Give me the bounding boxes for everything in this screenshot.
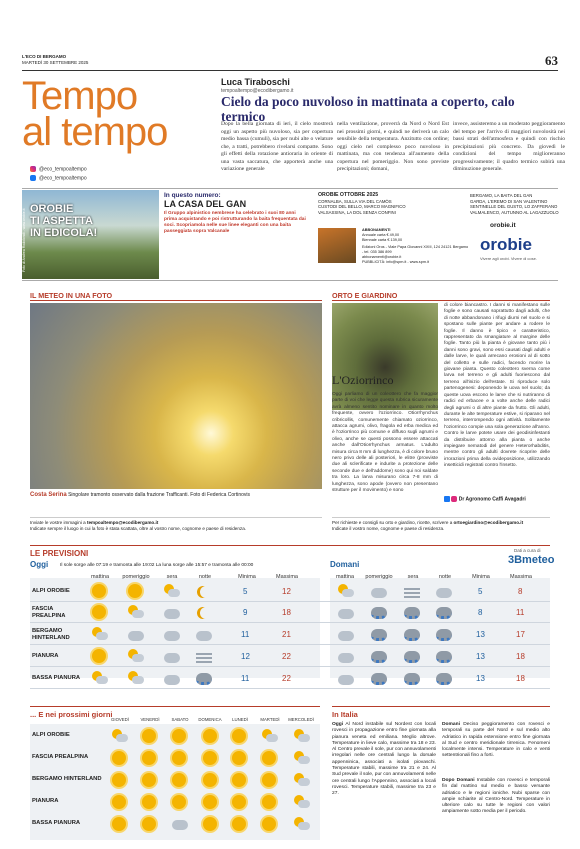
col-minima: Minima	[238, 574, 256, 580]
sun-icon	[232, 751, 246, 770]
col-massima: Massima	[509, 574, 532, 580]
sun-cloud-icon	[92, 627, 108, 646]
divider	[30, 644, 550, 645]
sun-icon	[232, 795, 246, 814]
row-alpi-orobie: ALPI OROBIE	[32, 588, 70, 594]
cloud-icon	[172, 817, 188, 835]
row-pianura: PIANURA	[32, 798, 59, 804]
rain-icon	[436, 628, 452, 646]
oggi-label: Oggi	[30, 560, 49, 569]
day-label: MERCOLEDÌ	[288, 717, 314, 722]
row-fascia-prealpina: FASCIA PREALPINA	[32, 754, 89, 760]
credit-label: Dati a cura di	[514, 548, 541, 553]
divider	[30, 688, 550, 689]
row-pianura: PIANURA	[32, 653, 59, 659]
col-sera: sera	[166, 574, 178, 580]
cloud-icon	[164, 628, 180, 646]
col-notte: notte	[198, 574, 212, 580]
min-temp: 13	[476, 674, 485, 683]
sun-icon	[142, 751, 156, 770]
sun-cloud-icon	[128, 671, 144, 690]
cloud-icon	[164, 606, 180, 624]
min-temp: 5	[478, 587, 483, 596]
sun-icon	[232, 773, 246, 792]
col-pomeriggio: pomeriggio	[122, 574, 150, 580]
min-temp: 12	[241, 652, 250, 661]
max-temp: 22	[282, 674, 291, 683]
promo-photo-credit: Foto di Andrea Rodolondi - www.orobie.it	[22, 208, 26, 272]
cloud-icon	[164, 672, 180, 690]
rain-icon	[404, 650, 420, 668]
prossimi-header: ... E nei prossimi giorni	[30, 710, 113, 719]
section-title-line-1: Tempo	[22, 74, 138, 118]
sun-icon	[203, 773, 217, 792]
promo-headline: OROBIE TI ASPETTA IN EDICOLA!	[30, 203, 98, 239]
instagram-icon	[30, 166, 36, 172]
rain-icon	[436, 650, 452, 668]
sun-icon	[112, 751, 126, 770]
divider	[332, 706, 550, 707]
promo-places-2: BERGAMO, LA BAITA DEL GAN GARDA, L'EREMO DI SAN VALENTINO SENTINELLE DEL GUSTO, LO ZAFFERANO VALMALENCO, AUTUNNO AL LAGAZZUOLO	[470, 193, 559, 215]
sun-icon	[142, 773, 156, 792]
sun-icon	[92, 584, 106, 603]
sun-icon	[203, 729, 217, 748]
italia-oggi: Oggi Al Nord instabile sul Nordest con locali rovesci in propagazione entro fine giornata alla pianura veneta ed emiliana. Meglio altrove. Temperature in lieve calo, massime tra 18 e 23. Al Centro prevale il sole, pur con annuvolamenti irregolari nelle ore centrali lungo la dorsale appenninica, associati a isolati piovaschi. Temperature stabili, massime tra 21 e 24. Al Sud prevale il sole, pur con annuvolamenti nelle ore centrali lungo l'Appennino, associati a locali rovesci. Temperature stabili, massime tra 23 e 27.	[332, 722, 436, 797]
cloud-icon	[338, 672, 354, 690]
sun-icon	[172, 751, 186, 770]
sun-cloud-icon	[128, 605, 144, 624]
promo-site[interactable]: orobie.it	[490, 222, 516, 229]
day-label: DOMENICA	[198, 717, 222, 722]
sun-icon	[112, 795, 126, 814]
paper-name: L'ECO DI BERGAMO	[22, 54, 67, 59]
sun-cloud-icon	[262, 729, 278, 748]
divider	[332, 300, 550, 301]
orto-body-1: Oggi parliamo di un coleottero che fa maggior parte di voi che legge questa rubrica sicuramente avrà almeno sentito nominare in quanto molto frequente, ovvero l'oziorrinco. Otiorrhynchus cribricollis, comunemente chiamato oziorrinco, attacca agrumi, olivo, fragola ed erba medica ed è l'oziorrinco più comune e diffuso sugli agrumi e olivo, anche se questi possono essere attaccati anche dall'Otiorrhynchus armatus. L'adulto misura circa 8 mm di lunghezza, è di colore bruno nero privo delle ali posteriori, le elitre (provviste due ali sclerificate e indurite a protezione delle seconde due e dell'addome) sono qui noi saldate tra loro. La larva misurano circa 7-8 mm di lunghezza, sono apode (ovvero non presentano strutture per il movimento) e sono	[332, 392, 438, 494]
sun-icon	[142, 729, 156, 748]
instagram-icon	[451, 496, 457, 502]
row-bergamo-hinterland: BERGAMO HINTERLAND	[32, 776, 102, 782]
sun-icon	[128, 584, 142, 603]
min-temp: 13	[476, 630, 485, 639]
min-temp: 5	[243, 587, 248, 596]
sun-icon	[112, 817, 126, 836]
article-col-1: Dopo la bella giornata di ieri, il cielo mostrerà oggi un aspetto più nuvoloso, sia per copertura medio bassa (cumuli), sia per nubi alte o velature che, a tratti, potrebbero rivelarsi compatte. Sono gli effetti della rotazione antioraria in oriente di una vasta saccatura, che apporterà anche una variazione generale	[221, 121, 333, 172]
max-temp: 17	[516, 630, 525, 639]
max-temp: 22	[282, 652, 291, 661]
sun-cloud-icon	[338, 584, 354, 603]
row-bassa-pianura: BASSA PIANURA	[32, 820, 81, 826]
previsioni-header: LE PREVISIONI	[30, 549, 89, 558]
sun-icon	[142, 817, 156, 836]
max-temp: 21	[282, 630, 291, 639]
meteo-foto-header: IL METEO IN UNA FOTO	[30, 291, 113, 300]
sun-icon	[232, 817, 246, 836]
max-temp: 8	[518, 587, 523, 596]
row-alpi-orobie: ALPI OROBIE	[32, 732, 70, 738]
day-label: VENERDÌ	[140, 717, 160, 722]
rain-icon	[404, 628, 420, 646]
page-number: 63	[545, 53, 558, 68]
orobie-tagline: Vivere agli orobi. Vivere di cose.	[480, 256, 537, 261]
sun-icon	[262, 817, 276, 836]
masthead	[22, 54, 88, 66]
sun-icon	[232, 729, 246, 748]
rain-icon	[371, 628, 387, 646]
orto-title: L'Oziorrinco	[332, 373, 394, 387]
headline: Cielo da poco nuvoloso in mattinata a coperto, calo termico	[221, 94, 515, 124]
divider	[30, 545, 550, 546]
sun-cloud-icon	[294, 795, 310, 814]
sun-icon	[262, 795, 276, 814]
rain-icon	[404, 672, 420, 690]
orto-body-2: di colore biancastro. I danni si manifestano sulle foglie e sono causati soprattutto dagli adulti, che di notte abbandonano i rifugi diurni nel suolo e si spostano sulle piante per andare a rodere le foglie. Il danno è tipico e caratteristico, rappresentato da smangiature al margine delle foglie. Tanto più la pianta è giovane tanto più i danni sono gravi, sono essi causati dagli adulti e dalle larve, le quali arrecano erosioni al di sotto del colletto e sulle radici, facendo morire la giovane pianta. Questo coleottero sverna come larva nel terreno e gli adulti fuoriescono dal terreno all'inizio dell'estate. Si riproduce solo partenogenesi: deponendo le uova nel suolo; da queste uova escono le larve che si nutriranno di radici ed erbacee e a volte anche delle radici degli agrumi o di altre piante da frutto. Gli adulti, durante le alte temperature estive, si riparano nel terreno, interrompendo ogni attività. Solitamente l'oziorrinco compie una sola generazione all'anno. Contro le larve potete usare dei geodisinfestanti da distribuire attorno alla pianta o anche impiegare nematodi del genere Heterorhabditis, mentre contro gli adulti dovrete ricoprire delle irrorazioni prima della ovideposizione, utilizzando insetticidi registrati contro l'insetto.	[444, 303, 550, 469]
sun-icon	[203, 795, 217, 814]
cloud-icon	[196, 628, 212, 646]
sun-moon-times: Il sole sorge alle 07:19 e tramonta alle 19:02 La luna sorge alle 15:57 e tramonta alle 00:00	[60, 563, 254, 568]
rain-icon	[436, 672, 452, 690]
author-name: Luca Tiraboschi	[221, 77, 290, 87]
row-bassa-pianura: BASSA PIANURA	[32, 675, 81, 681]
col-mattina: mattina	[335, 574, 355, 580]
rain-icon	[404, 606, 420, 624]
sun-icon	[172, 729, 186, 748]
sun-cloud-icon	[92, 671, 108, 690]
max-temp: 12	[282, 587, 291, 596]
col-sera: sera	[407, 574, 419, 580]
orto-invite: Per richieste e consigli su orto e giardino, ricette, scrivere a ortoegiardino@ecodibergamo.it Indicate il vostro nome, cognome e paese di residenza.	[332, 517, 550, 532]
min-temp: 11	[241, 630, 250, 639]
col-mattina: mattina	[90, 574, 110, 580]
sun-icon	[203, 751, 217, 770]
day-label: SABATO	[171, 717, 189, 722]
cloud-icon	[436, 585, 452, 603]
section-title	[22, 74, 168, 154]
col-notte: notte	[438, 574, 452, 580]
facebook-icon	[444, 496, 450, 502]
article-col-3: invece, assisteremo a un moderato peggioramento del tempo per l'arrivo di maggiori nuvolosità nei bassi strati dell'atmosfera e quindi con rischio precipitazioni più concreto. Da giovedì le condizioni del tempo miglioreranno progressivamente; il quadro termico subirà una diminuzione generale.	[453, 121, 565, 172]
section-title-line-2: al tempo	[22, 110, 168, 154]
italia-domani: Domani Deciso peggioramento con rovesci e temporali su parte del Nord e sul medio alto Adriatico in rapida estensione entro fine giornata al Sud e centro meridionale tirrenica. Fenomeni localmente intensi. Temperature in calo e venti settentrionali fino a forti.	[442, 722, 551, 759]
col-pomeriggio: pomeriggio	[365, 574, 393, 580]
italia-header: In Italia	[332, 710, 358, 719]
divider	[30, 666, 550, 667]
max-temp: 18	[282, 608, 291, 617]
paper-date: MARTEDÌ 30 SETTEMBRE 2025	[22, 60, 89, 65]
sun-cloud-icon	[294, 751, 310, 770]
sun-cloud-icon	[294, 773, 310, 792]
divider	[30, 706, 320, 707]
fog-icon	[404, 585, 420, 603]
sun-icon	[112, 773, 126, 792]
sun-icon	[142, 795, 156, 814]
photo-caption: Costa Serina Singolare tramonto osservato dalla frazione Trafficanti. Foto di Federica Cortinovis	[30, 492, 251, 498]
moon-icon	[196, 585, 212, 603]
sun-icon	[172, 773, 186, 792]
orobie-logo: orobie	[480, 235, 532, 254]
sun-icon	[172, 795, 186, 814]
cloud-icon	[338, 650, 354, 668]
cloud-icon	[164, 650, 180, 668]
divider	[30, 601, 550, 602]
facebook-icon	[30, 175, 36, 181]
orto-header: ORTO E GIARDINO	[332, 291, 398, 300]
instagram-link[interactable]: @eco_tempoaltempo	[30, 166, 87, 172]
day-label: LUNEDÌ	[232, 717, 248, 722]
row-fascia-prealpina: FASCIA PREALPINA	[32, 606, 66, 619]
domani-label: Domani	[330, 560, 360, 569]
italia-dopodomani: Dopo Domani Instabile con rovesci e temporali fin dal mattino sul medio e basso versante adriatico e le regioni ioniche. Nubi sparse con ampie schiarite al Centro-Nord. Temperature in ulteriore calo su tutte le regioni con valori ampiamente sotto media per il periodo.	[442, 778, 550, 815]
magazine-cover	[318, 228, 356, 263]
rain-icon	[196, 672, 212, 690]
promo-subs: ABBONAMENTI Annuale carta € 49,00 Biennale carta € 139,00 Edizioni Oros - Viale Papa Giovanni XXIII, 124 24121 Bergamo - tel. 035 386 899 abbonamenti@orobie.it PUBBLICITÀ: info@spm.it - www.spm.it	[362, 228, 469, 264]
rain-icon	[371, 606, 387, 624]
divider	[30, 622, 550, 623]
sun-cloud-icon	[164, 584, 180, 603]
min-temp: 13	[476, 652, 485, 661]
sun-cloud-icon	[294, 729, 310, 748]
sun-icon	[92, 605, 106, 624]
cloud-icon	[338, 606, 354, 624]
cloud-icon	[338, 628, 354, 646]
3bmeteo-logo: 3Bmeteo	[508, 554, 555, 566]
divider	[22, 70, 558, 71]
sun-cloud-icon	[294, 817, 310, 836]
rain-icon	[436, 606, 452, 624]
max-temp: 18	[516, 652, 525, 661]
fog-icon	[196, 650, 212, 668]
cloud-icon	[128, 628, 144, 646]
sun-icon	[262, 773, 276, 792]
cloud-icon	[371, 585, 387, 603]
rain-icon	[371, 650, 387, 668]
sun-icon	[92, 649, 106, 668]
orto-signature: Dr Agronomo Caffi Avagadri	[444, 496, 526, 502]
max-temp: 11	[516, 608, 525, 617]
day-label: MARTEDÌ	[260, 717, 280, 722]
sunset-photo	[30, 303, 322, 489]
sun-icon	[203, 817, 217, 836]
promo-issue: OROBIE OTTOBRE 2025 CORNALBA, SULLA VIA DEL CAMÒS CUSTODI DEL BELLO, MARCO MAGNIFICO VALSASSINA, LA DOL SENZA CONFINI	[318, 192, 406, 215]
facebook-link[interactable]: @eco_tempoaltempo	[30, 175, 87, 181]
row-bergamo-hinterland: BERGAMO HINTERLAND	[32, 628, 70, 641]
sun-cloud-icon	[128, 649, 144, 668]
col-minima: Minima	[472, 574, 490, 580]
photo-invite: Inviate le vostre immagini a tempoaltempo@ecodibergamo.it Indicate sempre il luogo in cui la foto è stata scattata, oltre al vostro nome, cognome e paese di residenza.	[30, 517, 322, 532]
author-email[interactable]: tempoaltempo@ecodibergamo.it	[221, 88, 294, 94]
divider	[30, 300, 322, 301]
max-temp: 18	[516, 674, 525, 683]
sun-icon	[262, 751, 276, 770]
sun-cloud-icon	[112, 729, 128, 748]
moon-icon	[196, 606, 212, 624]
day-label: GIOVEDÌ	[111, 717, 129, 722]
promo-inside: In questo numero: LA CASA DEL GAN Il Gruppo alpinistico nembrese ha celebrato i suoi 80 anni prima acquistando e poi ristrutturando la baita frequentata dai soci. Scopriamola nelle sue linee eleganti con una baita passeggiata sopra Valcanale	[164, 192, 306, 235]
min-temp: 9	[243, 608, 248, 617]
col-massima: Massima	[275, 574, 298, 580]
min-temp: 8	[478, 608, 483, 617]
article-col-2: nella ventilazione, proverrà da Nord o Nord Est nei prossimi giorni, e quindi ne deriverà un calo sensibile della temperatura. Anzitutto con ordine; oggi cielo nel complesso poco nuvoloso in mattinata, ma con tendenza all'aumento della copertura nel pomeriggio. Non sono previste precipitazioni; domani,	[337, 121, 449, 172]
rain-icon	[371, 672, 387, 690]
min-temp: 11	[241, 674, 250, 683]
